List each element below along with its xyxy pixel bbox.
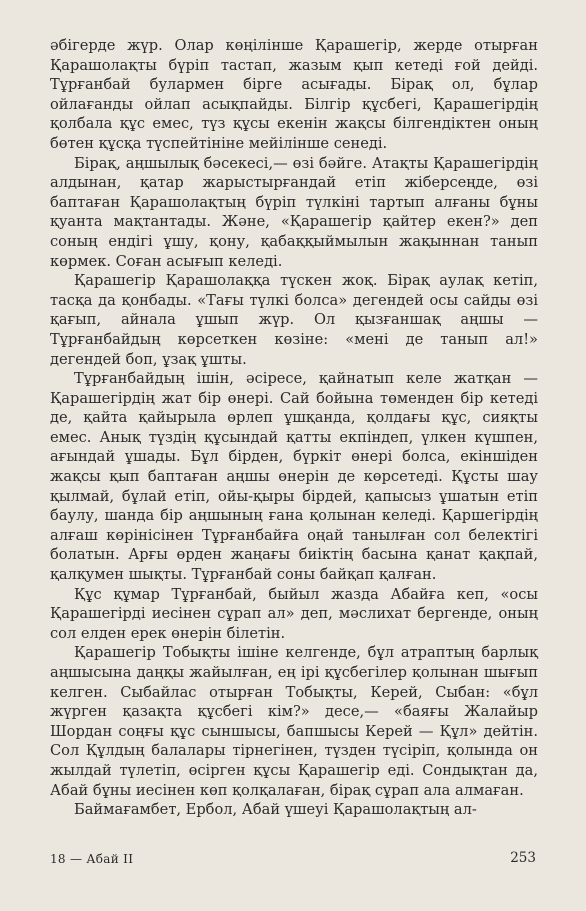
page-body bbox=[50, 36, 538, 820]
printer-signature: 18 — Абай II bbox=[50, 852, 134, 866]
paragraph-7: Баймағамбет, Ербол, Абай үшеуі Қарашолақтың ал- bbox=[74, 801, 477, 819]
paragraph-1-continuation: әбігерде жүр. Олар көңілінше Қарашегір, жерде отырған Қарашолақты бүріп тастап, жазым қып кетеді ғой дейді. Тұрғанбай булармен бірге асығады. Бірақ ол, бұлар ойлағанды ойлап асықпайды. Білгір құсбегі, Қарашегірдің қолбала құс емес, түз құсы екенін жақсы білгендіктен оның бөтен құсқа түспейтініне мейілінше сенеді. bbox=[50, 37, 538, 152]
paragraph-3: Қарашегір Қарашолаққа түскен жоқ. Бірақ аулақ кетіп, тасқа да қонбады. «Тағы түлкі болса» дегендей осы сайды өзі қағып, айнала ұшып жүр. Ол қызғаншақ аңшы — Тұрғанбайдың көрсеткен көзіне: «мені де танып ал!» дегендей боп, ұзақ ұшты. bbox=[50, 272, 538, 368]
paragraph-4: Тұрғанбайдың ішін, әсіресе, қайнатып келе жатқан — Қарашегірдің жат бір өнері. Сай бойына төменден бір кетеді де, қайта қайырыла өрлеп ұшқанда, қолдағы құс, сияқты емес. Анық түздің құсындай қатты екпіндеп, үлкен күшпен, ағындай ұшады. Бұл бірден, бүркіт өнері болса, екіншіден жақсы қып баптаған аңшы өнерін де көрсетеді. Құсты шау қылмай, бұлай етіп, ойы-қыры бірдей, қапысыз ұшатын етіп баулу, шанда бір аңшының ғана қолынан келеді. Қаршегірдің алғаш көрінісінен Тұрғанбайға оңай танылған сол белектігі болатын. Арғы өрден жаңағы биіктің басына қанат қақпай, қалқумен шықты. Тұрғанбай соны байқап қалған. bbox=[50, 370, 538, 584]
paragraph-6: Қарашегір Тобықты ішіне келгенде, бұл атраптың барлық аңшысына даңқы жайылған, ең ірі құсбегілер қолынан шығып келген. Сыбайлас отырған Тобықты, Керей, Сыбан: «бұл жүрген қазақта құсбегі кім?» десе,— «баяғы Жалайыр Шордан соңғы құс сыншысы, бапшысы Керей — Құл» дейтін. Сол Құлдың балалары тірнегінен, түзден түсіріп, қолында он жылдай түлетіп, өсірген құсы Қарашегір еді. Сондықтан да, Абай бұны иесінен көп қолқалаған, бірақ сұрап ала алмаған. bbox=[50, 644, 538, 799]
page-footer bbox=[50, 852, 538, 872]
page-number: 253 bbox=[510, 850, 536, 866]
paragraph-5: Құс құмар Тұрғанбай, быйыл жазда Абайға кеп, «осы Қарашегірді иесінен сұрап ал» деп, мәслихат бергенде, оның сол елден ерек өнерін білетін. bbox=[50, 585, 538, 642]
paragraph-2: Бірақ, аңшылық бәсекесі,— өзі бәйге. Атақты Қарашегірдің алдынан, қатар жарыстырғандай етіп жіберсеңде, өзі баптаған Қарашолақтың бүріп түлкіні тартып алғаны бұны қуанта мақтантады. Және, «Қарашегір қайтер екен?» деп соның ендігі ұшу, қону, қабаққыймылын жақыннан танып көрмек. Соған асығып келеді. bbox=[50, 154, 538, 270]
